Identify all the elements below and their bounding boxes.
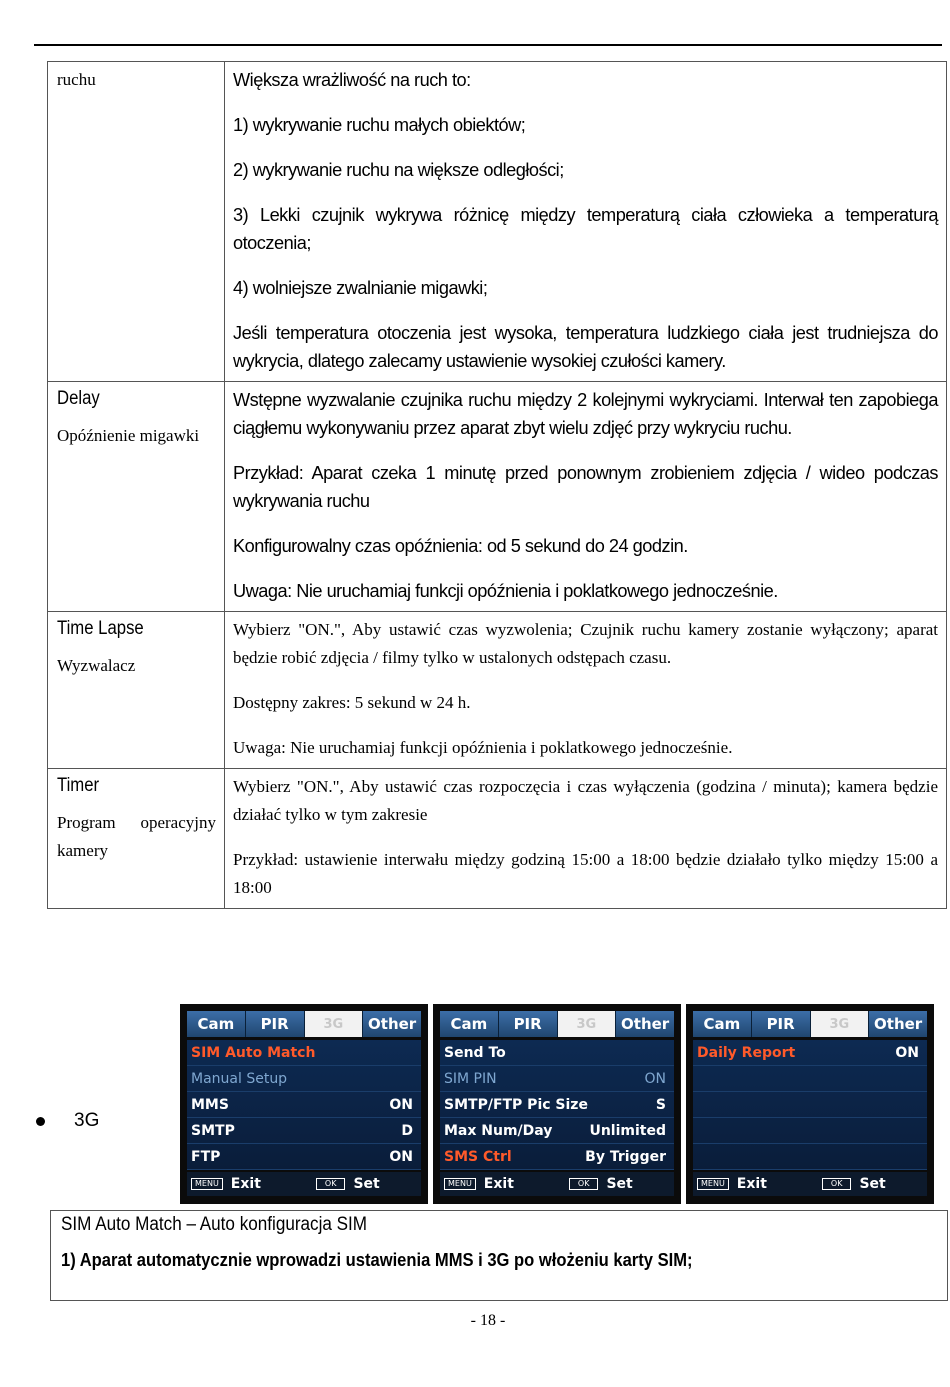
tab-other[interactable]: Other (874, 1015, 923, 1033)
row-description-cell (225, 382, 947, 612)
tab-cam[interactable]: Cam (440, 1011, 499, 1037)
camera-footer (693, 1172, 927, 1196)
bullet-label: 3G (74, 1110, 100, 1131)
sim-box-title: SIM Auto Match – Auto konfiguracja SIM (61, 1214, 368, 1235)
menu-item-max-num-day[interactable] (440, 1118, 674, 1144)
paragraph: Konfigurowalny czas opóźnienia: od 5 sekund do 24 godzin. (233, 536, 688, 556)
menu-item-label: SIM PIN (444, 1070, 497, 1087)
camera-screen (686, 1004, 934, 1204)
menu-item-value: ON (389, 1096, 413, 1113)
set-label: Set (859, 1176, 886, 1192)
paragraph: 3) Lekki czujnik wykrywa różnicę między temperaturą ciała człowieka a temperaturą otoczenia; (233, 205, 938, 253)
table-row (48, 382, 947, 612)
row-description-cell (225, 769, 947, 909)
row-label-en: Timer (57, 775, 100, 796)
table-row (48, 612, 947, 769)
menu-item-empty (693, 1144, 927, 1170)
menu-item-empty (693, 1092, 927, 1118)
row-label-cell (48, 769, 225, 909)
tab-cam[interactable]: Cam (693, 1011, 752, 1037)
camera-screen (433, 1004, 681, 1204)
tab-3g[interactable]: 3G (305, 1011, 364, 1037)
menu-key-badge: MENU (697, 1178, 729, 1190)
menu-item-mms[interactable] (187, 1092, 421, 1118)
menu-item-manual-setup[interactable] (187, 1066, 421, 1092)
menu-item-sms-ctrl[interactable] (440, 1144, 674, 1170)
set-label: Set (606, 1176, 633, 1192)
camera-footer (187, 1172, 421, 1196)
settings-table (47, 61, 947, 909)
menu-key-badge: MENU (191, 1178, 223, 1190)
row-label-pl: Opóźnienie migawki (57, 426, 200, 445)
paragraph: Większa wrażliwość na ruch to: (233, 70, 471, 90)
row-label-en: Time Lapse (57, 618, 144, 639)
bullet-dot-icon (36, 1117, 45, 1126)
menu-item-label: Daily Report (697, 1044, 796, 1061)
menu-item-label: Max Num/Day (444, 1122, 553, 1139)
tab-pir[interactable]: PIR (752, 1011, 811, 1037)
camera-tab-bar (440, 1011, 674, 1037)
row-description-cell (225, 612, 947, 769)
paragraph: Dostępny zakres: 5 sekund w 24 h. (233, 693, 471, 712)
paragraph: 1) wykrywanie ruchu małych obiektów; (233, 115, 526, 135)
menu-item-pic-size[interactable] (440, 1092, 674, 1118)
tab-pir[interactable]: PIR (246, 1011, 305, 1037)
menu-key-badge: MENU (444, 1178, 476, 1190)
exit-label: Exit (230, 1176, 261, 1192)
menu-item-value: ON (644, 1070, 666, 1087)
page-number: - 18 - (470, 1312, 506, 1329)
camera-menu (440, 1040, 674, 1170)
menu-item-value: ON (895, 1044, 919, 1061)
menu-item-sim-pin[interactable] (440, 1066, 674, 1092)
menu-item-label: SIM Auto Match (191, 1044, 316, 1061)
camera-tab-bar (187, 1011, 421, 1037)
table-row (48, 769, 947, 909)
tab-cam[interactable]: Cam (187, 1011, 246, 1037)
sim-auto-match-box (50, 1210, 948, 1301)
camera-footer (440, 1172, 674, 1196)
paragraph: Przykład: Aparat czeka 1 minutę przed ponownym zrobieniem zdjęcia / wideo podczas wykrywania ruchu (233, 463, 938, 511)
menu-item-smtp[interactable] (187, 1118, 421, 1144)
tab-pir[interactable]: PIR (499, 1011, 558, 1037)
paragraph: Jeśli temperatura otoczenia jest wysoka, temperatura ludzkiego ciała jest trudniejsza do wykrycia, dlatego zalecamy ustawienie wysokiej czułości kamery. (233, 323, 938, 371)
table-row (48, 62, 947, 382)
paragraph: Przykład: ustawienie interwału między godziną 15:00 a 18:00 będzie działało tylko między 15:00 a 18:00 (233, 850, 938, 897)
paragraph: Wybierz "ON.", Aby ustawić czas wyzwolenia; Czujnik ruchu kamery zostanie wyłączony; aparat będzie robić zdjęcia / filmy tylko w ustalonych odstępach czasu. (233, 620, 938, 667)
tab-3g[interactable]: 3G (811, 1011, 870, 1037)
menu-item-label: MMS (191, 1096, 229, 1113)
ok-key-badge: OK (822, 1178, 852, 1190)
camera-screen (180, 1004, 428, 1204)
paragraph: Uwaga: Nie uruchamiaj funkcji opóźnienia i poklatkowego jednocześnie. (233, 738, 733, 757)
menu-item-value: Unlimited (589, 1122, 666, 1139)
paragraph: Wstępne wyzwalanie czujnika ruchu między 2 kolejnymi wykryciami. Interwał ten zapobiega ciągłemu wykonywaniu przez aparat zbyt wielu zdjęć przy wykryciu ruchu. (233, 390, 938, 438)
menu-item-label: Manual Setup (191, 1070, 288, 1087)
menu-item-empty (693, 1118, 927, 1144)
camera-tab-bar (693, 1011, 927, 1037)
tab-3g[interactable]: 3G (558, 1011, 617, 1037)
paragraph: 2) wykrywanie ruchu na większe odległości; (233, 160, 564, 180)
menu-item-empty (693, 1066, 927, 1092)
menu-item-label: SMTP/FTP Pic Size (444, 1096, 588, 1113)
menu-item-label: SMS Ctrl (444, 1148, 512, 1165)
exit-label: Exit (483, 1176, 514, 1192)
menu-item-ftp[interactable] (187, 1144, 421, 1170)
camera-menu (693, 1040, 927, 1170)
paragraph: Wybierz "ON.", Aby ustawić czas rozpoczęcia i czas wyłączenia (godzina / minuta); kamera będzie działać tylko w tym zakresie (233, 777, 938, 824)
camera-menu (187, 1040, 421, 1170)
row-label-pl: Program operacyjny kamery (57, 813, 216, 860)
menu-item-label: SMTP (191, 1122, 235, 1139)
row-label-cell (48, 612, 225, 769)
menu-item-value: S (655, 1096, 666, 1113)
sim-box-text: 1) Aparat automatycznie wprowadzi ustawienia MMS i 3G po włożeniu karty SIM; (61, 1250, 693, 1270)
tab-other[interactable]: Other (368, 1015, 417, 1033)
ok-key-badge: OK (569, 1178, 599, 1190)
menu-item-label: FTP (191, 1148, 221, 1165)
exit-label: Exit (736, 1176, 767, 1192)
bullet-3g (36, 1110, 99, 1132)
menu-item-daily-report[interactable] (693, 1040, 927, 1066)
row-label-pl: ruchu (57, 70, 96, 89)
ok-key-badge: OK (316, 1178, 346, 1190)
row-label-en: Delay (57, 388, 100, 409)
camera-screens (180, 1004, 934, 1204)
row-description-cell (225, 62, 947, 382)
row-label-cell (48, 62, 225, 382)
row-label-cell (48, 382, 225, 612)
menu-item-value: D (401, 1122, 413, 1139)
menu-item-label: Send To (444, 1044, 506, 1061)
menu-item-value: By Trigger (585, 1148, 666, 1165)
menu-item-send-to[interactable] (440, 1040, 674, 1066)
paragraph: 4) wolniejsze zwalnianie migawki; (233, 278, 488, 298)
paragraph: Uwaga: Nie uruchamiaj funkcji opóźnienia i poklatkowego jednocześnie. (233, 581, 778, 601)
set-label: Set (353, 1176, 380, 1192)
tab-other[interactable]: Other (621, 1015, 670, 1033)
top-rule (34, 44, 942, 46)
menu-item-value: ON (389, 1148, 413, 1165)
row-label-pl: Wyzwalacz (57, 656, 136, 675)
menu-item-sim-auto-match[interactable] (187, 1040, 421, 1066)
